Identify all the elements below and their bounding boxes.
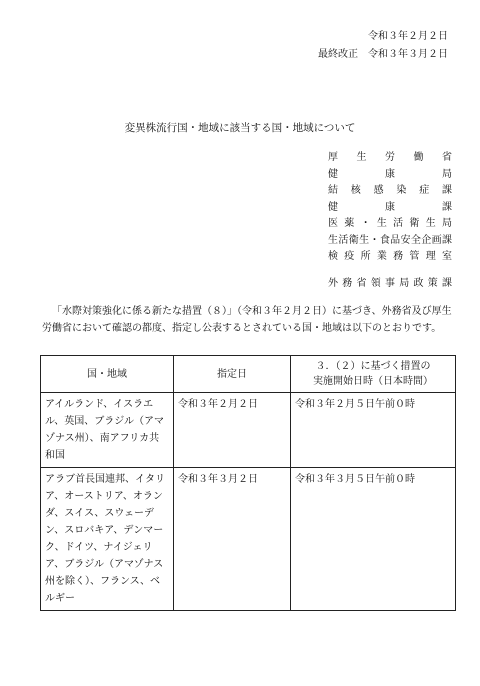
issue-date: 令和３年２月２日 bbox=[368, 31, 448, 42]
issuing-offices bbox=[328, 150, 452, 292]
header-start-datetime bbox=[291, 356, 456, 393]
table-header-row bbox=[41, 356, 456, 393]
office-line: 医薬・生活衛生局 bbox=[328, 218, 452, 229]
table-row bbox=[41, 468, 456, 611]
cell-countries: アイルランド、イスラエル、英国、ブラジル（アマゾナス州）、南アフリカ共和国 bbox=[41, 393, 174, 468]
table-row bbox=[41, 393, 456, 468]
office-line: 厚 生 労 働 省 bbox=[328, 152, 452, 163]
office-line: 結 核 感 染 症 課 bbox=[328, 185, 452, 196]
cell-start-datetime: 令和３年２月５日午前０時 bbox=[291, 393, 456, 468]
revision-date: 最終改正 令和３年３月２日 bbox=[318, 49, 448, 60]
body-paragraph: 「水際対策強化に係る新たな措置（８）」（令和３年２月２日）に基づき、外務省及び厚生労働省において確認の都度、指定し公表するとされている国・地域は以下のとおりです。 bbox=[42, 306, 452, 334]
cell-designated-date: 令和３年２月２日 bbox=[174, 393, 291, 468]
header-start-line2: 実施開始日時（日本時間） bbox=[313, 376, 433, 387]
cell-countries: アラブ首長国連邦、イタリア、オーストリア、オランダ、スイス、スウェーデン、スロバキア、デンマーク、ドイツ、ナイジェリア、ブラジル（アマゾナス州を除く）、フランス、ベルギー bbox=[41, 468, 174, 611]
office-line: 外務省領事局政策課 bbox=[328, 277, 452, 289]
header-designated-date: 指定日 bbox=[174, 356, 291, 393]
cell-start-datetime: 令和３年３月５日午前０時 bbox=[291, 468, 456, 611]
designation-table bbox=[40, 355, 456, 611]
office-line: 生活衛生・食品安全企画課 bbox=[328, 234, 452, 246]
office-line: 健 康 局 bbox=[328, 168, 452, 180]
office-line: 検疫所業務管理室 bbox=[328, 251, 452, 262]
header-country: 国・地域 bbox=[41, 356, 174, 393]
document-title: 変異株流行国・地域に該当する国・地域について bbox=[124, 122, 356, 134]
cell-designated-date: 令和３年３月２日 bbox=[174, 468, 291, 611]
office-line: 健 康 課 bbox=[328, 201, 452, 213]
date-block bbox=[318, 28, 448, 64]
header-start-line1: ３．（２）に基づく措置の bbox=[315, 361, 431, 372]
